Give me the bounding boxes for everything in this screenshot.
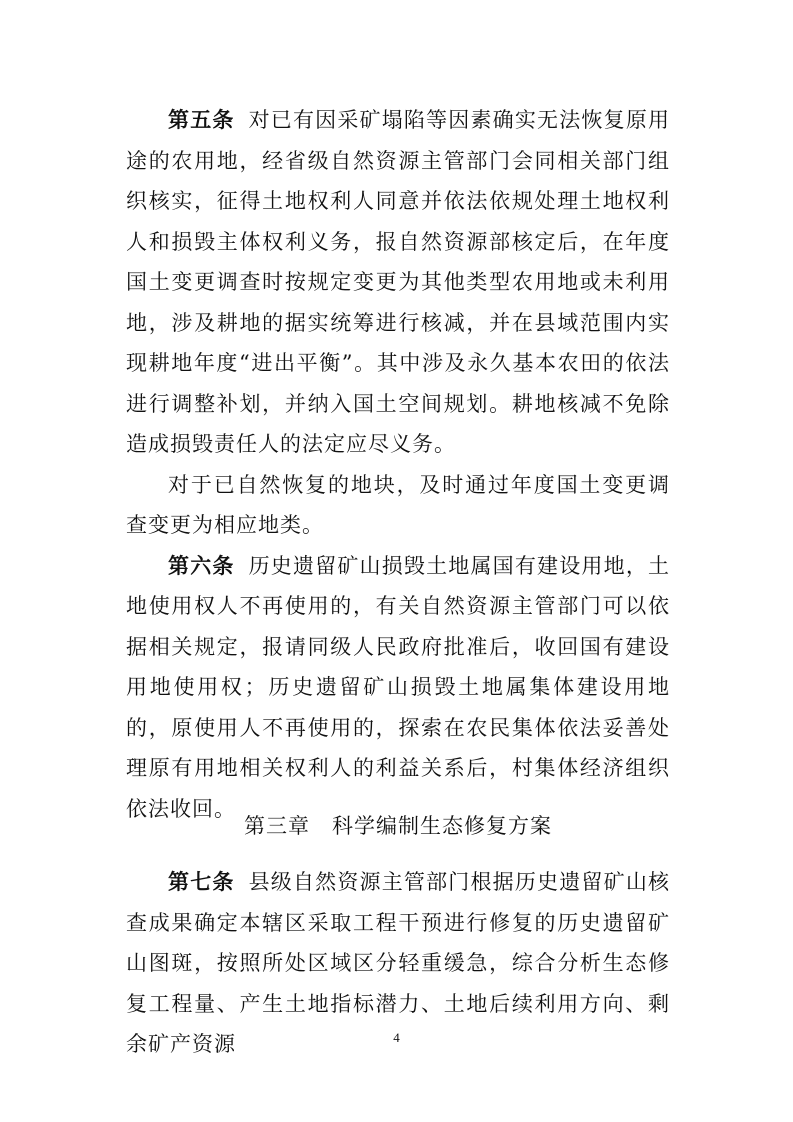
page-number: 4 [393, 1030, 400, 1045]
article-5-text: 对已有因采矿塌陷等因素确实无法恢复原用途的农用地，经省级自然资源主管部门会同相关部门组织核实，征得土地权利人同意并依法依规处理土地权利人和损毁主体权利义务，报自然资源部核定后，在年度国土变更调查时按规定变更为其他类型农用地或未利用地，涉及耕地的据实统筹进行核减，并在县域范围内实现耕地年度“进出平衡”。其中涉及永久基本农田的依法进行调整补划，并纳入国土空间规划。耕地核减不免除造成损毁责任人的法定应尽义务。 [126, 108, 671, 456]
article-7-text: 县级自然资源主管部门根据历史遗留矿山核查成果确定本辖区采取工程干预进行修复的历史遗留矿山图斑，按照所处区域区分轻重缓急，综合分析生态修复工程量、产生土地指标潜力、土地后续利用方向、剩余矿产资源 [126, 870, 671, 1056]
article-5-heading: 第五条 [168, 107, 235, 132]
articles-5-6-block [126, 100, 670, 829]
article-6-heading: 第六条 [168, 552, 235, 578]
article-6-text: 历史遗留矿山损毁土地属国有建设用地，土地使用权人不再使用的，有关自然资源主管部门可以依据相关规定，报请同级人民政府批准后，收回国有建设用地使用权；历史遗留矿山损毁土地属集体建设用地的，原使用人不再使用的，探索在农民集体依法妥善处理原有用地相关权利人的利益关系后，村集体经济组织依法收回。 [126, 553, 671, 821]
article-6-paragraph [126, 546, 670, 830]
article-5-text-2: 对于已自然恢复的地块，及时通过年度国土变更调查变更为相应地类。 [126, 472, 670, 537]
article-5-paragraph [126, 100, 670, 465]
chapter-3-title: 第三章 科学编制生态修复方案 [244, 814, 552, 838]
article-7-heading: 第七条 [168, 869, 235, 894]
article-5-paragraph-2 [126, 465, 670, 546]
